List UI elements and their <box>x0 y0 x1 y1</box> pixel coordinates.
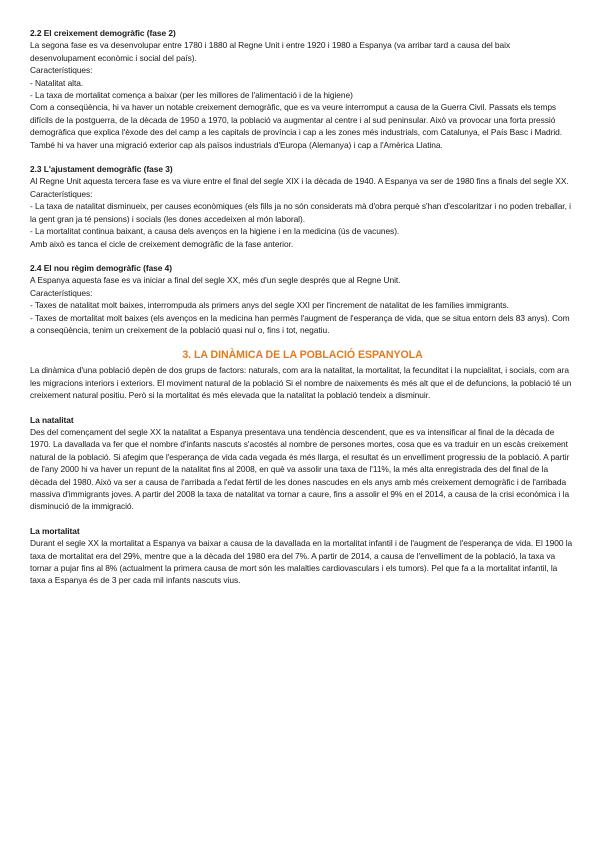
section-2-2 <box>30 27 575 151</box>
paragraph: Característiques: <box>30 188 93 199</box>
section-2-4 <box>30 262 575 336</box>
paragraph: Característiques: <box>30 65 93 76</box>
section-heading: La natalitat <box>30 414 74 425</box>
list-item: - Natalitat alta. <box>30 77 84 88</box>
document-page <box>30 27 575 599</box>
paragraph: Des del començament del segle XX la natalitat a Espanya presentava una tendència descendent, que es va intensificar al final de la dècada de 1970. La davallada va fer que el nombre d'infants nascuts s'acostés al nombre de persones mortes, cosa que es va traduir en un escàs creixement natural de la població. Si afegim que l'esperança de vida cada vegada és més llarga, el resultat és un envelliment progressiu de la població. A partir de l'any 2000 hi va haver un repunt de la natalitat fins al 2008, en què va assolir una taxa de l'11%, la més alta enregistrada des del final de la dècada del 1980. Això va ser a causa de l'arribada a l'edat fèrtil de les dones nascudes en els anys amb més creixement demogràfic i de l'arribada massiva d'immigrants joves. A partir del 2008 la taxa de natalitat va tornar a caure, fins a assolir el 9% en el 2014, a causa de la crisi econòmica i la disminució de la immigració. <box>30 426 570 512</box>
paragraph: Amb això es tanca el cicle de creixement demogràfic de la fase anterior. <box>30 238 294 249</box>
chapter-title: 3. LA DINÀMICA DE LA POBLACIÓ ESPANYOLA <box>182 349 423 362</box>
paragraph: Durant el segle XX la mortalitat a Espanya va baixar a causa de la davallada en la mortalitat infantil i de l'augment de l'esperança de vida. El 1900 la taxa de mortalitat era del 29%, mentre que a la dècada del 1980 era del 7%. A partir de 2014, a causa de l'envelliment de la població, la taxa va tornar a pujar fins al 8% (actualment la primera causa de mort són les malalties cardiovasculars i els tumors). Pel que fa a la mortalitat infantil, la taxa a Espanya és de 3 per cada mil infants nascuts vius. <box>30 538 573 586</box>
section-mortalitat <box>30 525 575 587</box>
paragraph: Com a conseqüència, hi va haver un notable creixement demogràfic, que es va veure interromput a causa de la Guerra Civil. Passats els temps difícils de la postguerra, de la dècada de 1950 a 1970, la població va augmentar al centre i al sud peninsular. Això va provocar una forta pressió demogràfica que explica l'èxode des del camp a les capitals de província i cap a les zones més industrials, com Catalunya, el País Basc i Madrid. També hi va haver una migració exterior cap als països industrials d'Europa (Alemanya) i cap a l'Amèrica Llatina. <box>30 102 563 150</box>
list-item: - La taxa de mortalitat comença a baixar (per les millores de l'alimentació i de la higiene) <box>30 90 353 101</box>
section-heading: 2.2 El creixement demogràfic (fase 2) <box>30 28 176 38</box>
paragraph: Característiques: <box>30 287 93 298</box>
chapter-3 <box>30 348 575 401</box>
list-item: - La mortalitat continua baixant, a causa dels avenços en la higiene i en la medicina (ús de vacunes). <box>30 226 400 237</box>
paragraph: La dinàmica d'una població depèn de dos grups de factors: naturals, com ara la natalitat, la mortalitat, la fecunditat i la nupcialitat, i socials, com ara les migracions interiors i exteriors. El moviment natural de la població Si el nombre de naixements és més alt que el de defuncions, la població té un creixement natural positiu. Però si la mortalitat és més elevada que la natalitat la població tendeix a disminuir. <box>30 365 572 401</box>
list-item: - Taxes de natalitat molt baixes, interrompuda als primers anys del segle XXI per l'increment de natalitat de les famílies immigrants. <box>30 300 509 311</box>
paragraph: Al Regne Unit aquesta tercera fase es va viure entre el final del segle XIX i la dècada de 1940. A Espanya va ser de 1980 fins a finals del segle XX. <box>30 176 569 187</box>
section-heading: La mortalitat <box>30 525 80 536</box>
paragraph: A Espanya aquesta fase es va iniciar a final del segle XX, més d'un segle després que al Regne Unit. <box>30 275 401 286</box>
section-2-3 <box>30 163 575 250</box>
section-heading: 2.3 L'ajustament demogràfic (fase 3) <box>30 164 173 175</box>
section-natalitat <box>30 414 575 513</box>
list-item: - La taxa de natalitat disminueix, per causes econòmiques (els fills ja no són considerats mà d'obra perquè s'han d'escolaritzar i no poden treballar, i la gent gran ja té pensions) i socials (les dones accedeixen al món laboral). <box>30 201 571 224</box>
paragraph: La segona fase es va desenvolupar entre 1780 i 1880 al Regne Unit i entre 1920 i 1980 a Espanya (va arribar tard a causa del baix desenvolupament econòmic i social del país). <box>30 40 511 63</box>
section-heading: 2.4 El nou règim demogràfic (fase 4) <box>30 262 173 273</box>
list-item: - Taxes de mortalitat molt baixes (els avenços en la medicina han permès l'augment de l'esperança de vida, que se situa entorn dels 83 anys). Com a conseqüència, tenim un creixement de la població quasi nul o, fins i tot, negatiu. <box>30 312 570 335</box>
